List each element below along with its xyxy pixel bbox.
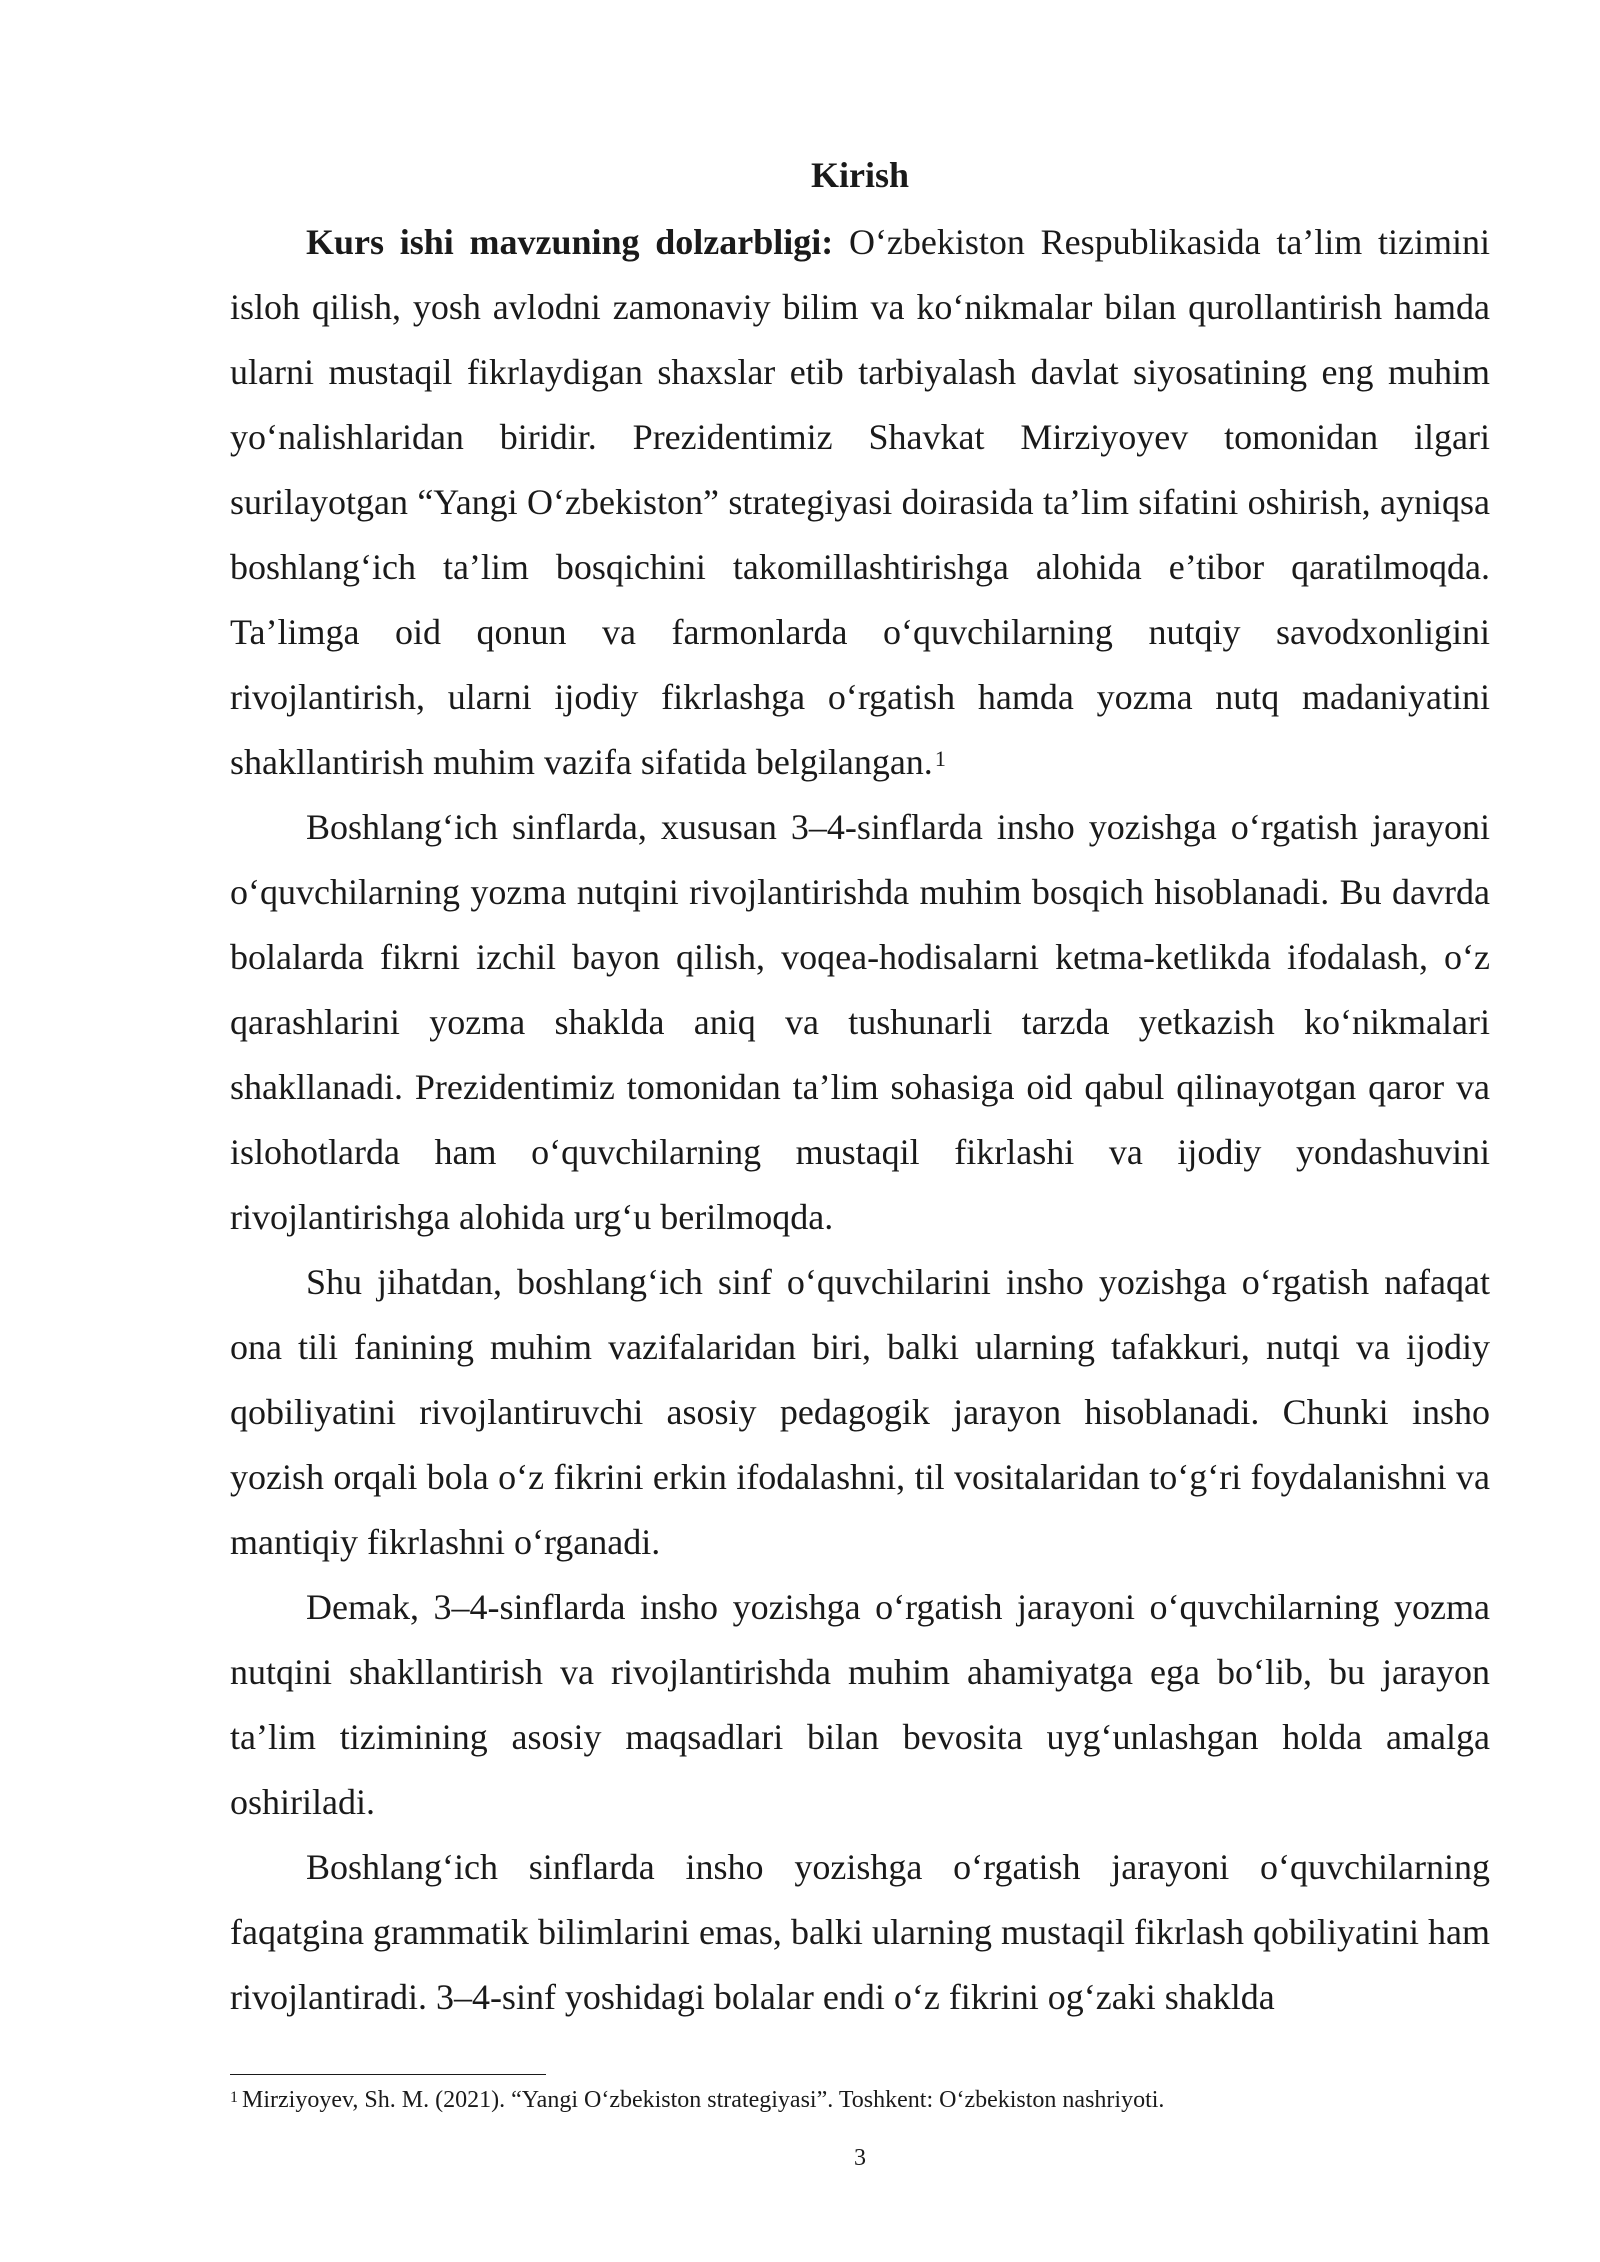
footnote-mark: 1 bbox=[230, 2089, 238, 2106]
footnote bbox=[230, 2082, 1490, 2118]
section-title: Kirish bbox=[810, 155, 909, 195]
paragraph-3: Shu jihatdan, boshlang‘ich sinf o‘quvchilarini insho yozishga o‘rgatish nafaqat ona tili fanining muhim vazifalaridan biri, balki ularning tafakkuri, nutqi va ijodiy qobiliyatini rivojlantiruvchi asosiy pedagogik jarayon hisoblanadi. Chunki insho yozish orqali bola o‘z fikrini erkin ifodalashni, til vositalaridan to‘g‘ri foydalanishni va mantiqiy fikrlashni o‘rganadi. bbox=[230, 1262, 1490, 1562]
footnote-separator bbox=[230, 2074, 546, 2075]
paragraph-1-text: O‘zbekiston Respublikasida ta’lim tizimini isloh qilish, yosh avlodni zamonaviy bilim va ko‘nikmalar bilan qurollantirish hamda ularni mustaqil fikrlaydigan shaxslar etib tarbiyalash davlat siyosatining eng muhim yo‘nalishlaridan biridir. Prezidentimiz Shavkat Mirziyoyev tomonidan ilgari surilayotgan “Yangi O‘zbekiston” strategiyasi doirasida ta’lim sifatini oshirish, ayniqsa boshlang‘ich ta’lim bosqichini takomillashtirishga alohida e’tibor qaratilmoqda. Ta’limga oid qonun va farmonlarda o‘quvchilarning nutqiy savodxonligini rivojlantirish, ularni ijodiy fikrlashga o‘rgatish hamda yozma nutq madaniyatini shakllantirish muhim vazifa sifatida belgilangan. bbox=[230, 222, 1490, 782]
footnote-reference[interactable]: 1 bbox=[934, 746, 946, 771]
body-text bbox=[230, 210, 1490, 2030]
paragraph-5: Boshlang‘ich sinflarda insho yozishga o‘rgatish jarayoni o‘quvchilarning faqatgina grammatik bilimlarini emas, balki ularning mustaqil fikrlash qobiliyatini ham rivojlantiradi. 3–4-sinf yoshidagi bolalar endi o‘z fikrini og‘zaki shaklda bbox=[230, 1847, 1490, 2017]
paragraph-lead-heading: Kurs ishi mavzuning dolzarbligi: bbox=[306, 222, 834, 262]
page-number: 3 bbox=[854, 2145, 866, 2171]
paragraph-4: Demak, 3–4-sinflarda insho yozishga o‘rgatish jarayoni o‘quvchilarning yozma nutqini shakllantirish va rivojlantirishda muhim ahamiyatga ega bo‘lib, bu jarayon ta’lim tizimining asosiy maqsadlari bilan bevosita uyg‘unlashgan holda amalga oshiriladi. bbox=[230, 1587, 1490, 1822]
footnote-text: Mirziyoyev, Sh. M. (2021). “Yangi O‘zbekiston strategiyasi”. Toshkent: O‘zbekiston nashriyoti. bbox=[242, 2087, 1165, 2113]
paragraph-1 bbox=[230, 210, 1490, 795]
paragraph-2: Boshlang‘ich sinflarda, xususan 3–4-sinflarda insho yozishga o‘rgatish jarayoni o‘quvchilarning yozma nutqini rivojlantirishda muhim bosqich hisoblanadi. Bu davrda bolalarda fikrni izchil bayon qilish, voqea-hodisalarni ketma-ketlikda ifodalash, o‘z qarashlarini yozma shaklda aniq va tushunarli tarzda yetkazish ko‘nikmalari shakllanadi. Prezidentimiz tomonidan ta’lim sohasiga oid qabul qilinayotgan qaror va islohotlarda ham o‘quvchilarning mustaqil fikrlashi va ijodiy yondashuvini rivojlantirishga alohida urg‘u berilmoqda. bbox=[230, 807, 1490, 1237]
